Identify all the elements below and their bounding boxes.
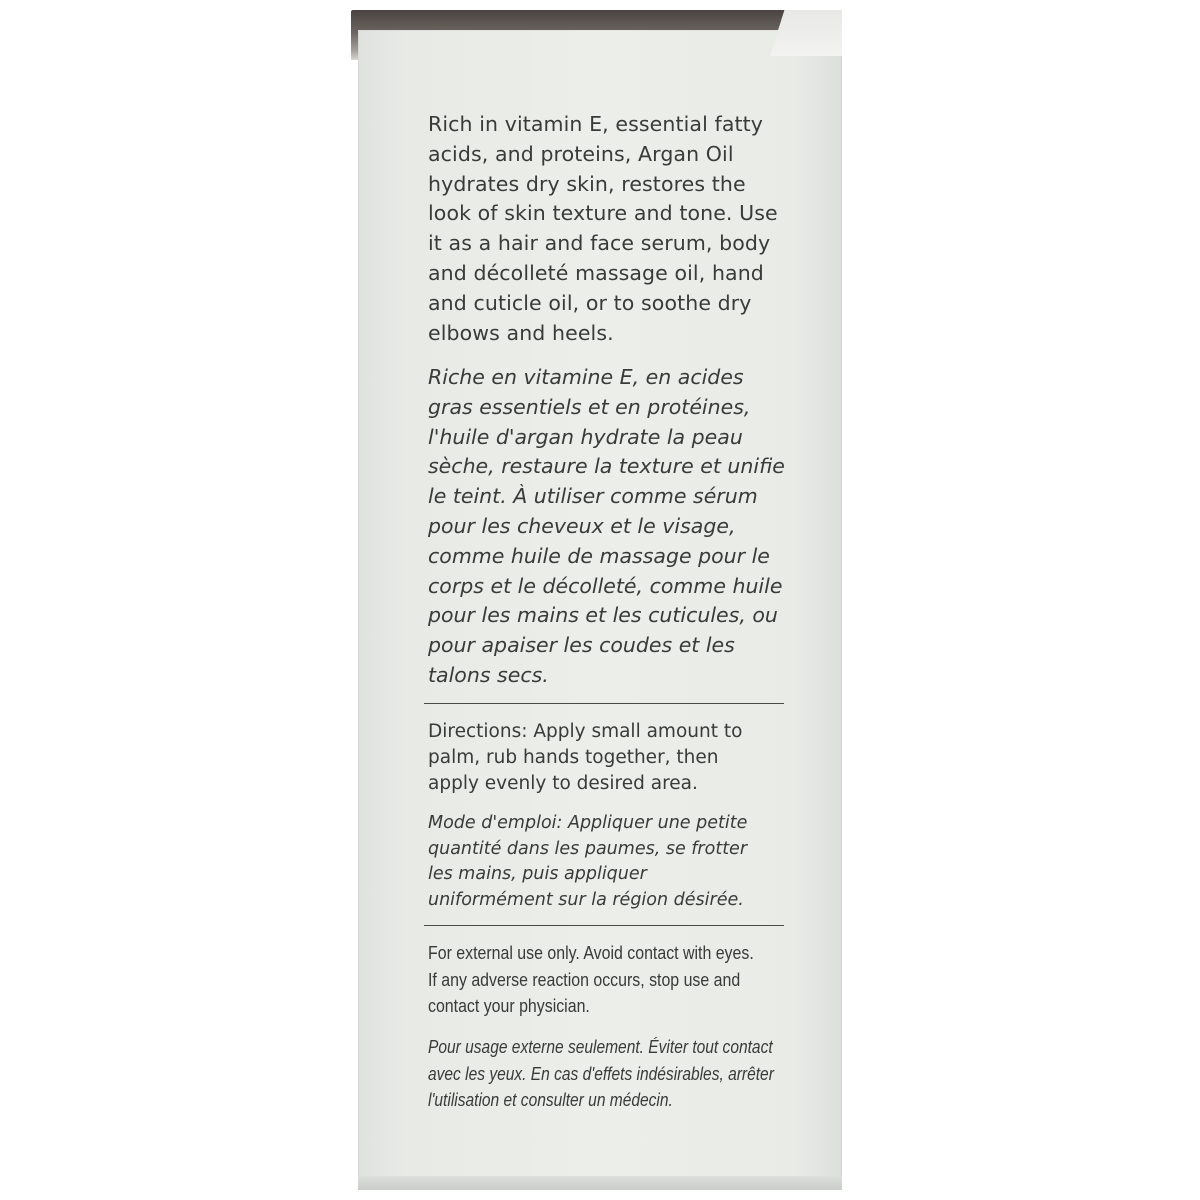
text-line: Mode d'emploi: Appliquer une petite xyxy=(428,813,748,833)
text-line: uniformément sur la région désirée. xyxy=(428,889,744,910)
text-line: corps et le décolleté, comme huile xyxy=(428,573,783,598)
text-line: gras essentiels et en protéines, xyxy=(428,394,751,419)
text-line: avec les yeux. En cas d'effets indésirables, arrêter xyxy=(428,1062,774,1084)
french-warning xyxy=(428,1034,806,1114)
english-directions xyxy=(428,719,818,797)
text-line: and cuticle oil, or to soothe dry xyxy=(428,290,752,315)
text-line: acids, and proteins, Argan Oil xyxy=(428,141,734,166)
text-line: Rich in vitamin E, essential fatty xyxy=(428,112,763,136)
text-line: comme huile de massage pour le xyxy=(428,543,770,568)
text-line: it as a hair and face serum, body xyxy=(428,231,771,256)
section-divider xyxy=(424,703,784,704)
text-line: l'utilisation et consulter un médecin. xyxy=(428,1089,673,1110)
text-line: elbows and heels. xyxy=(428,320,614,345)
text-line: apply evenly to desired area. xyxy=(428,773,698,794)
text-line: le teint. À utiliser comme sérum xyxy=(428,484,758,509)
text-line: sèche, restaure la texture et unifie xyxy=(428,454,785,479)
french-description xyxy=(428,363,818,691)
english-warning xyxy=(428,940,806,1020)
section-divider xyxy=(424,925,784,926)
text-line: For external use only. Avoid contact with eyes. xyxy=(428,942,754,963)
text-line: l'huile d'argan hydrate la peau xyxy=(428,424,743,449)
text-line: pour les cheveux et le visage, xyxy=(428,513,736,538)
english-description xyxy=(428,110,818,348)
text-line: pour les mains et les cuticules, ou xyxy=(428,603,778,628)
french-directions xyxy=(428,811,818,913)
text-line: talons secs. xyxy=(428,662,549,687)
text-line: quantité dans les paumes, se frotter xyxy=(428,838,748,859)
text-line: pour apaiser les coudes et les xyxy=(428,633,735,658)
text-line: Directions: Apply small amount to xyxy=(428,721,743,742)
text-line: and décolleté massage oil, hand xyxy=(428,260,764,285)
text-line: look of skin texture and tone. Use xyxy=(428,201,778,226)
text-line: hydrates dry skin, restores the xyxy=(428,171,746,196)
text-line: Pour usage externe seulement. Éviter tout contact xyxy=(428,1036,773,1057)
text-line: If any adverse reaction occurs, stop use and xyxy=(428,968,741,990)
box-bottom-edge xyxy=(358,1176,842,1190)
text-line: les mains, puis appliquer xyxy=(428,864,647,884)
text-line: Riche en vitamine E, en acides xyxy=(428,365,744,389)
text-line: palm, rub hands together, then xyxy=(428,747,719,768)
text-line: contact your physician. xyxy=(428,995,590,1016)
